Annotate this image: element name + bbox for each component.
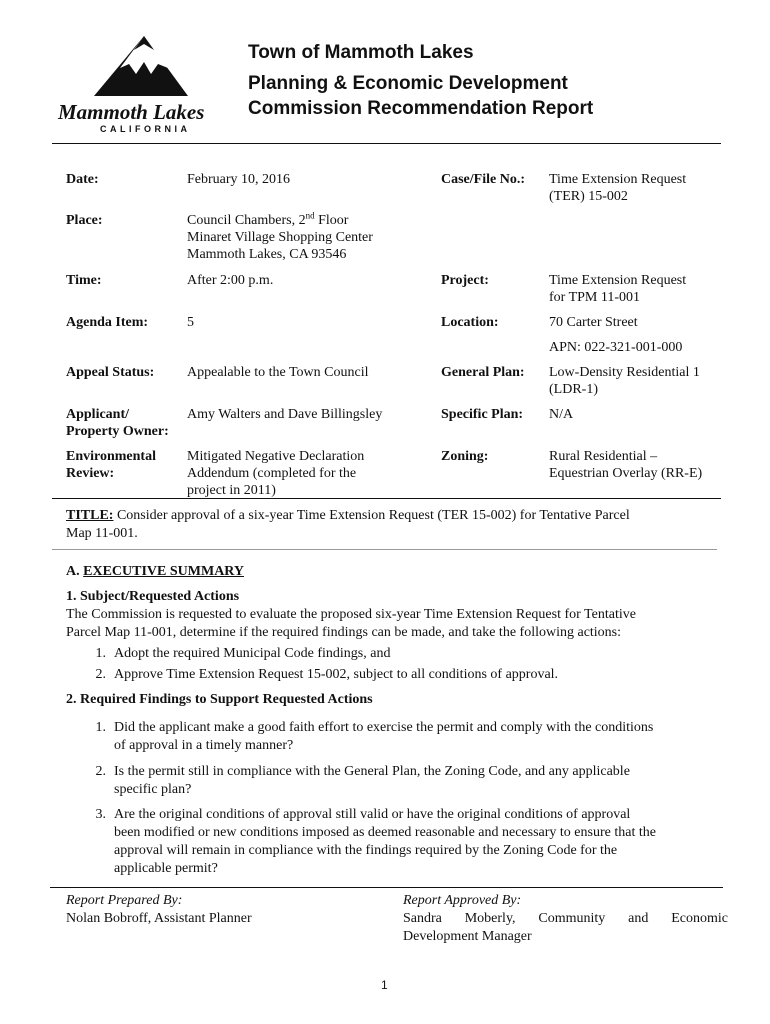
appeal-label: Appeal Status: xyxy=(66,365,155,380)
general-plan-value-1: Low-Density Residential 1 xyxy=(549,365,700,380)
report-title-line-1: TITLE: Consider approval of a six-year Time Extension Request (TER 15-002) for Tentative Parcel xyxy=(66,508,630,523)
env-review-value-2: Addendum (completed for the xyxy=(187,466,357,481)
case-value-1: Time Extension Request xyxy=(549,172,687,187)
appeal-value: Appealable to the Town Council xyxy=(187,365,369,380)
place-value-3: Mammoth Lakes, CA 93546 xyxy=(187,247,347,262)
prepared-by-label: Report Prepared By: xyxy=(66,893,183,908)
report-org-title: Town of Mammoth Lakes xyxy=(248,42,474,63)
place-label: Place: xyxy=(66,213,103,228)
place-value-1: Council Chambers, 2nd Floor xyxy=(187,210,349,228)
subject-heading: 1. Subject/Requested Actions xyxy=(66,589,240,604)
env-review-label-2: Review: xyxy=(66,466,115,481)
summary-paragraph-line-1: The Commission is requested to evaluate the proposed six-year Time Extension Request for Tentative xyxy=(66,607,636,622)
approved-by-value-2: Development Manager xyxy=(403,929,532,944)
finding-2-line-2: specific plan? xyxy=(114,782,192,797)
summary-paragraph-line-2: Parcel Map 11-001, determine if the required findings can be made, and take the following actions: xyxy=(66,625,622,640)
general-plan-label: General Plan: xyxy=(441,365,525,380)
date-label: Date: xyxy=(66,172,99,187)
action-item-2: Approve Time Extension Request 15-002, subject to all conditions of approval. xyxy=(114,667,559,682)
report-department: Planning & Economic Development xyxy=(248,73,568,94)
prepared-by-value: Nolan Bobroff, Assistant Planner xyxy=(66,911,252,926)
title-label: TITLE: xyxy=(66,508,114,523)
env-review-value-1: Mitigated Negative Declaration xyxy=(187,449,365,464)
finding-number-2: 2. xyxy=(95,764,106,779)
action-number-2: 2. xyxy=(95,667,106,682)
finding-3-line-2: been modified or new conditions imposed as deemed reasonable and necessary to ensure that the xyxy=(114,825,656,840)
env-review-value-3: project in 2011) xyxy=(187,483,276,498)
date-value: February 10, 2016 xyxy=(187,172,291,187)
report-type: Commission Recommendation Report xyxy=(248,98,594,119)
finding-3-line-1: Are the original conditions of approval still valid or have the original conditions of approval xyxy=(114,807,631,822)
agenda-value: 5 xyxy=(187,315,194,330)
time-label: Time: xyxy=(66,273,102,288)
place-value-2: Minaret Village Shopping Center xyxy=(187,230,373,245)
applicant-value: Amy Walters and Dave Billingsley xyxy=(187,407,383,422)
fields-divider xyxy=(52,498,721,499)
page-number: 1 xyxy=(381,978,388,992)
finding-3-line-3: approval will remain in compliance with the findings required by the Zoning Code for the xyxy=(114,843,618,858)
project-value-2: for TPM 11-001 xyxy=(549,290,640,305)
report-title-line-2: Map 11-001. xyxy=(66,526,138,541)
logo-wordmark: Mammoth Lakes xyxy=(58,100,205,124)
env-review-label-1: Environmental xyxy=(66,449,156,464)
agenda-label: Agenda Item: xyxy=(66,315,149,330)
finding-number-3: 3. xyxy=(95,807,106,822)
specific-plan-value: N/A xyxy=(549,407,574,422)
finding-2-line-1: Is the permit still in compliance with the General Plan, the Zoning Code, and any applicable xyxy=(114,764,630,779)
apn-value: APN: 022-321-001-000 xyxy=(549,340,683,355)
applicant-label-2: Property Owner: xyxy=(66,424,169,439)
location-label: Location: xyxy=(441,315,499,330)
action-number-1: 1. xyxy=(95,646,106,661)
specific-plan-label: Specific Plan: xyxy=(441,407,524,422)
case-value-2: (TER) 15-002 xyxy=(549,189,628,204)
zoning-label: Zoning: xyxy=(441,449,489,464)
finding-3-line-4: applicable permit? xyxy=(114,861,218,876)
approved-by-value-1: Sandra Moberly, Community and Economic xyxy=(403,911,728,926)
finding-1-line-1: Did the applicant make a good faith effort to exercise the permit and comply with the conditions xyxy=(114,720,654,735)
time-value: After 2:00 p.m. xyxy=(187,273,274,288)
project-value-1: Time Extension Request xyxy=(549,273,687,288)
section-heading: A. EXECUTIVE SUMMARY xyxy=(66,564,245,579)
location-value: 70 Carter Street xyxy=(549,315,638,330)
finding-number-1: 1. xyxy=(95,720,106,735)
findings-heading: 2. Required Findings to Support Requested Actions xyxy=(66,692,373,707)
zoning-value-2: Equestrian Overlay (RR-E) xyxy=(549,466,703,481)
applicant-label-1: Applicant/ xyxy=(66,407,130,422)
project-label: Project: xyxy=(441,273,489,288)
logo-state: CALIFORNIA xyxy=(100,124,191,134)
finding-1-line-2: of approval in a timely manner? xyxy=(114,738,294,753)
footer-divider xyxy=(50,887,723,888)
zoning-value-1: Rural Residential – xyxy=(549,449,658,464)
general-plan-value-2: (LDR-1) xyxy=(549,382,598,397)
header-divider xyxy=(52,143,721,144)
title-divider xyxy=(52,549,717,550)
case-label: Case/File No.: xyxy=(441,172,525,187)
action-item-1: Adopt the required Municipal Code findings, and xyxy=(114,646,391,661)
approved-by-label: Report Approved By: xyxy=(403,893,522,908)
